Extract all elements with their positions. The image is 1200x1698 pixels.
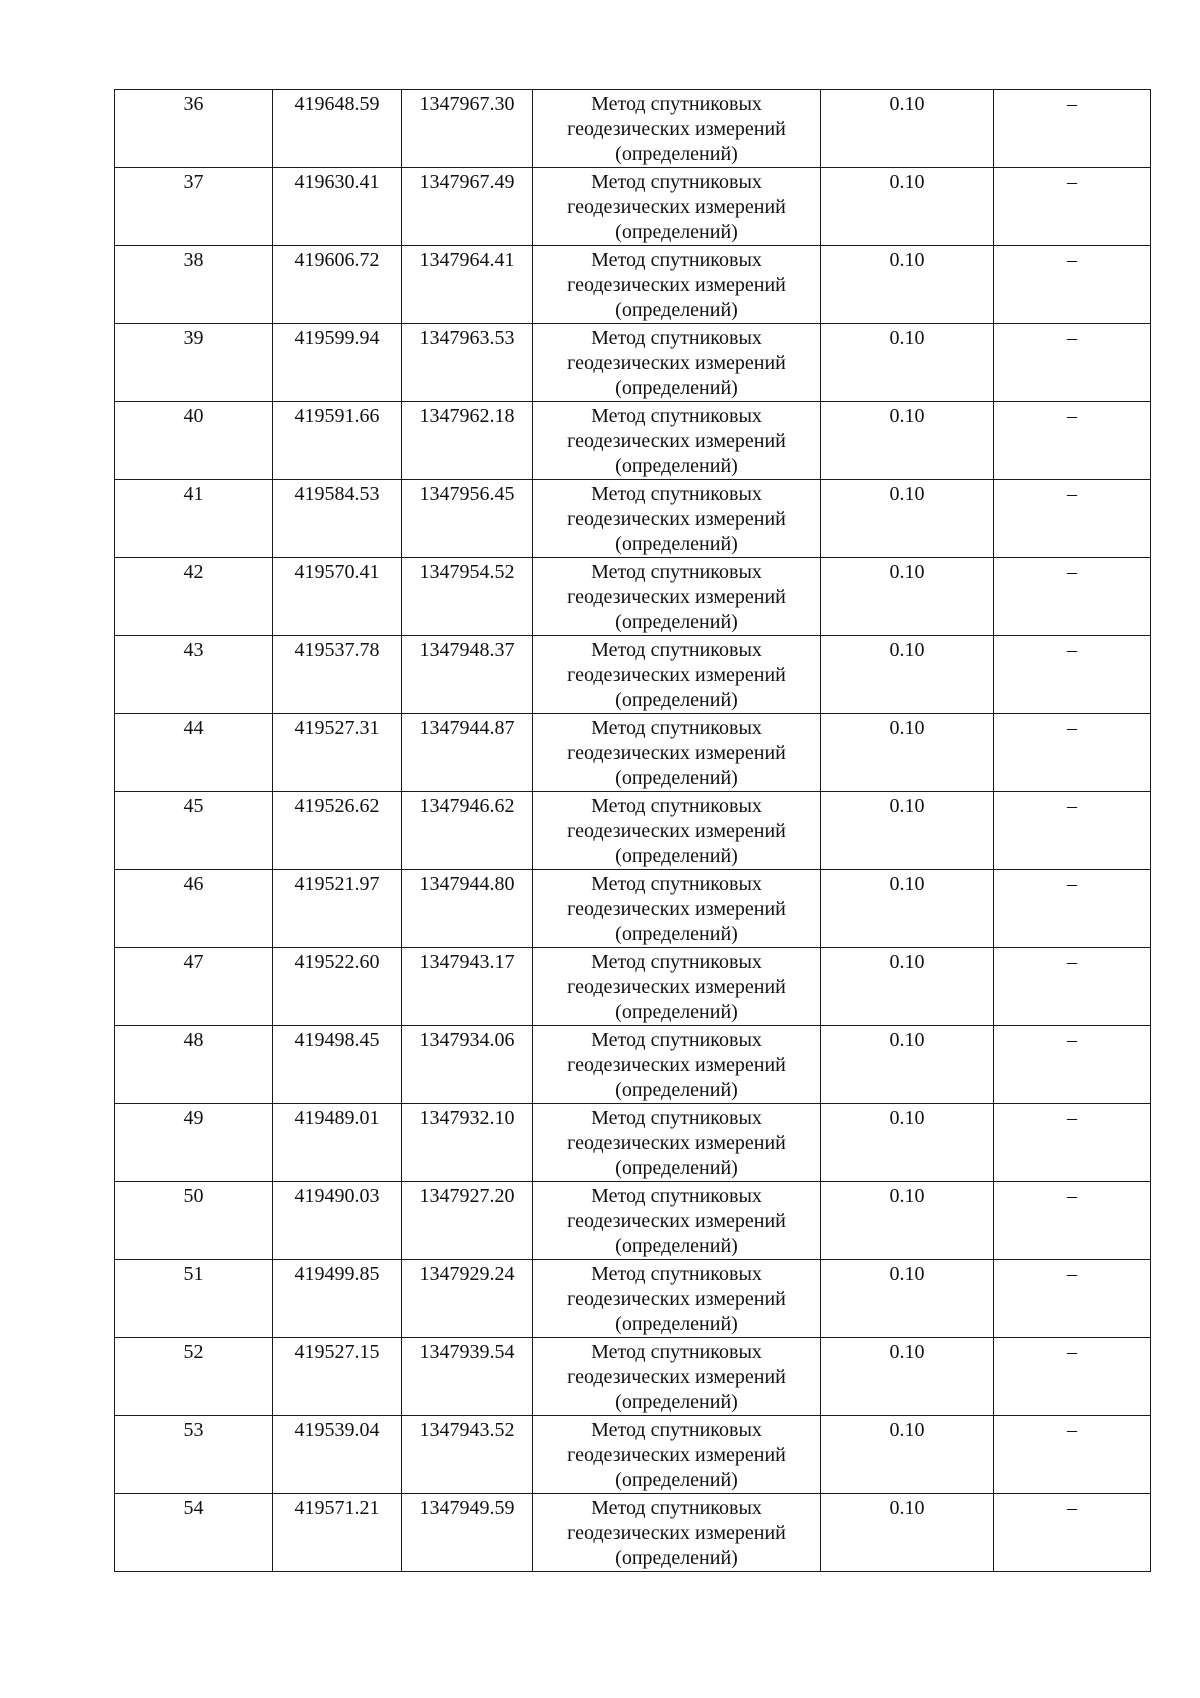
note-cell: –	[994, 402, 1151, 480]
table-row	[115, 1104, 1151, 1182]
table-row	[115, 1338, 1151, 1416]
point-number-cell: 37	[115, 168, 273, 246]
coordinate-y-cell: 1347964.41	[402, 246, 533, 324]
note-cell: –	[994, 90, 1151, 168]
method-cell: Метод спутниковых геодезических измерений (определений)	[533, 636, 821, 714]
method-cell: Метод спутниковых геодезических измерений (определений)	[533, 714, 821, 792]
coordinate-y-cell: 1347946.62	[402, 792, 533, 870]
point-number-cell: 47	[115, 948, 273, 1026]
note-cell: –	[994, 870, 1151, 948]
coordinate-y-cell: 1347963.53	[402, 324, 533, 402]
method-cell: Метод спутниковых геодезических измерений (определений)	[533, 90, 821, 168]
method-cell: Метод спутниковых геодезических измерений (определений)	[533, 1026, 821, 1104]
note-cell: –	[994, 948, 1151, 1026]
coordinate-x-cell: 419630.41	[273, 168, 402, 246]
accuracy-cell: 0.10	[821, 1182, 994, 1260]
coordinate-y-cell: 1347967.49	[402, 168, 533, 246]
method-cell: Метод спутниковых геодезических измерений (определений)	[533, 168, 821, 246]
coordinate-y-cell: 1347943.17	[402, 948, 533, 1026]
note-cell: –	[994, 1338, 1151, 1416]
method-cell: Метод спутниковых геодезических измерений (определений)	[533, 1494, 821, 1572]
accuracy-cell: 0.10	[821, 870, 994, 948]
accuracy-cell: 0.10	[821, 558, 994, 636]
method-cell: Метод спутниковых геодезических измерений (определений)	[533, 402, 821, 480]
coordinate-x-cell: 419648.59	[273, 90, 402, 168]
accuracy-cell: 0.10	[821, 714, 994, 792]
coordinate-x-cell: 419522.60	[273, 948, 402, 1026]
method-cell: Метод спутниковых геодезических измерений (определений)	[533, 1182, 821, 1260]
coordinate-y-cell: 1347962.18	[402, 402, 533, 480]
coordinate-x-cell: 419591.66	[273, 402, 402, 480]
note-cell: –	[994, 1182, 1151, 1260]
coordinate-x-cell: 419539.04	[273, 1416, 402, 1494]
table-row	[115, 870, 1151, 948]
accuracy-cell: 0.10	[821, 324, 994, 402]
method-cell: Метод спутниковых геодезических измерений (определений)	[533, 792, 821, 870]
table-row	[115, 1026, 1151, 1104]
accuracy-cell: 0.10	[821, 1260, 994, 1338]
accuracy-cell: 0.10	[821, 1104, 994, 1182]
coordinate-y-cell: 1347932.10	[402, 1104, 533, 1182]
table-row	[115, 558, 1151, 636]
point-number-cell: 45	[115, 792, 273, 870]
note-cell: –	[994, 636, 1151, 714]
method-cell: Метод спутниковых геодезических измерений (определений)	[533, 246, 821, 324]
method-cell: Метод спутниковых геодезических измерений (определений)	[533, 324, 821, 402]
accuracy-cell: 0.10	[821, 246, 994, 324]
coordinate-x-cell: 419537.78	[273, 636, 402, 714]
note-cell: –	[994, 1494, 1151, 1572]
point-number-cell: 40	[115, 402, 273, 480]
coordinate-x-cell: 419498.45	[273, 1026, 402, 1104]
coordinates-table	[114, 89, 1151, 1572]
point-number-cell: 41	[115, 480, 273, 558]
method-cell: Метод спутниковых геодезических измерений (определений)	[533, 1338, 821, 1416]
point-number-cell: 50	[115, 1182, 273, 1260]
point-number-cell: 46	[115, 870, 273, 948]
table-row	[115, 168, 1151, 246]
accuracy-cell: 0.10	[821, 1026, 994, 1104]
accuracy-cell: 0.10	[821, 1416, 994, 1494]
coordinate-y-cell: 1347944.87	[402, 714, 533, 792]
point-number-cell: 42	[115, 558, 273, 636]
point-number-cell: 38	[115, 246, 273, 324]
note-cell: –	[994, 1260, 1151, 1338]
coordinate-x-cell: 419521.97	[273, 870, 402, 948]
table-row	[115, 246, 1151, 324]
coordinate-y-cell: 1347949.59	[402, 1494, 533, 1572]
coordinate-y-cell: 1347948.37	[402, 636, 533, 714]
coordinate-x-cell: 419499.85	[273, 1260, 402, 1338]
table-row	[115, 324, 1151, 402]
coordinate-x-cell: 419599.94	[273, 324, 402, 402]
method-cell: Метод спутниковых геодезических измерений (определений)	[533, 1416, 821, 1494]
note-cell: –	[994, 480, 1151, 558]
method-cell: Метод спутниковых геодезических измерений (определений)	[533, 1260, 821, 1338]
table-row	[115, 1494, 1151, 1572]
coordinate-x-cell: 419570.41	[273, 558, 402, 636]
coordinate-x-cell: 419526.62	[273, 792, 402, 870]
coordinate-x-cell: 419527.15	[273, 1338, 402, 1416]
note-cell: –	[994, 246, 1151, 324]
coordinate-x-cell: 419584.53	[273, 480, 402, 558]
coordinate-y-cell: 1347934.06	[402, 1026, 533, 1104]
accuracy-cell: 0.10	[821, 636, 994, 714]
point-number-cell: 53	[115, 1416, 273, 1494]
point-number-cell: 39	[115, 324, 273, 402]
accuracy-cell: 0.10	[821, 1494, 994, 1572]
point-number-cell: 51	[115, 1260, 273, 1338]
point-number-cell: 36	[115, 90, 273, 168]
coordinate-x-cell: 419527.31	[273, 714, 402, 792]
point-number-cell: 43	[115, 636, 273, 714]
accuracy-cell: 0.10	[821, 168, 994, 246]
coordinate-y-cell: 1347967.30	[402, 90, 533, 168]
note-cell: –	[994, 168, 1151, 246]
coordinate-x-cell: 419490.03	[273, 1182, 402, 1260]
table-row	[115, 90, 1151, 168]
note-cell: –	[994, 792, 1151, 870]
table-row	[115, 1182, 1151, 1260]
note-cell: –	[994, 1026, 1151, 1104]
method-cell: Метод спутниковых геодезических измерений (определений)	[533, 948, 821, 1026]
note-cell: –	[994, 1104, 1151, 1182]
method-cell: Метод спутниковых геодезических измерений (определений)	[533, 558, 821, 636]
table-row	[115, 948, 1151, 1026]
coordinate-x-cell: 419571.21	[273, 1494, 402, 1572]
coordinate-x-cell: 419606.72	[273, 246, 402, 324]
table-row	[115, 1416, 1151, 1494]
note-cell: –	[994, 1416, 1151, 1494]
method-cell: Метод спутниковых геодезических измерений (определений)	[533, 1104, 821, 1182]
point-number-cell: 54	[115, 1494, 273, 1572]
coordinate-y-cell: 1347943.52	[402, 1416, 533, 1494]
point-number-cell: 49	[115, 1104, 273, 1182]
method-cell: Метод спутниковых геодезических измерений (определений)	[533, 480, 821, 558]
coordinate-y-cell: 1347929.24	[402, 1260, 533, 1338]
note-cell: –	[994, 558, 1151, 636]
table-row	[115, 636, 1151, 714]
coordinates-table-body	[115, 90, 1151, 1572]
table-row	[115, 480, 1151, 558]
coordinate-y-cell: 1347927.20	[402, 1182, 533, 1260]
note-cell: –	[994, 324, 1151, 402]
point-number-cell: 48	[115, 1026, 273, 1104]
point-number-cell: 44	[115, 714, 273, 792]
coordinate-y-cell: 1347954.52	[402, 558, 533, 636]
accuracy-cell: 0.10	[821, 1338, 994, 1416]
table-row	[115, 792, 1151, 870]
note-cell: –	[994, 714, 1151, 792]
accuracy-cell: 0.10	[821, 402, 994, 480]
accuracy-cell: 0.10	[821, 90, 994, 168]
coordinate-x-cell: 419489.01	[273, 1104, 402, 1182]
coordinate-y-cell: 1347944.80	[402, 870, 533, 948]
coordinate-y-cell: 1347939.54	[402, 1338, 533, 1416]
accuracy-cell: 0.10	[821, 480, 994, 558]
point-number-cell: 52	[115, 1338, 273, 1416]
accuracy-cell: 0.10	[821, 948, 994, 1026]
table-row	[115, 1260, 1151, 1338]
method-cell: Метод спутниковых геодезических измерений (определений)	[533, 870, 821, 948]
accuracy-cell: 0.10	[821, 792, 994, 870]
table-row	[115, 402, 1151, 480]
table-row	[115, 714, 1151, 792]
coordinate-y-cell: 1347956.45	[402, 480, 533, 558]
